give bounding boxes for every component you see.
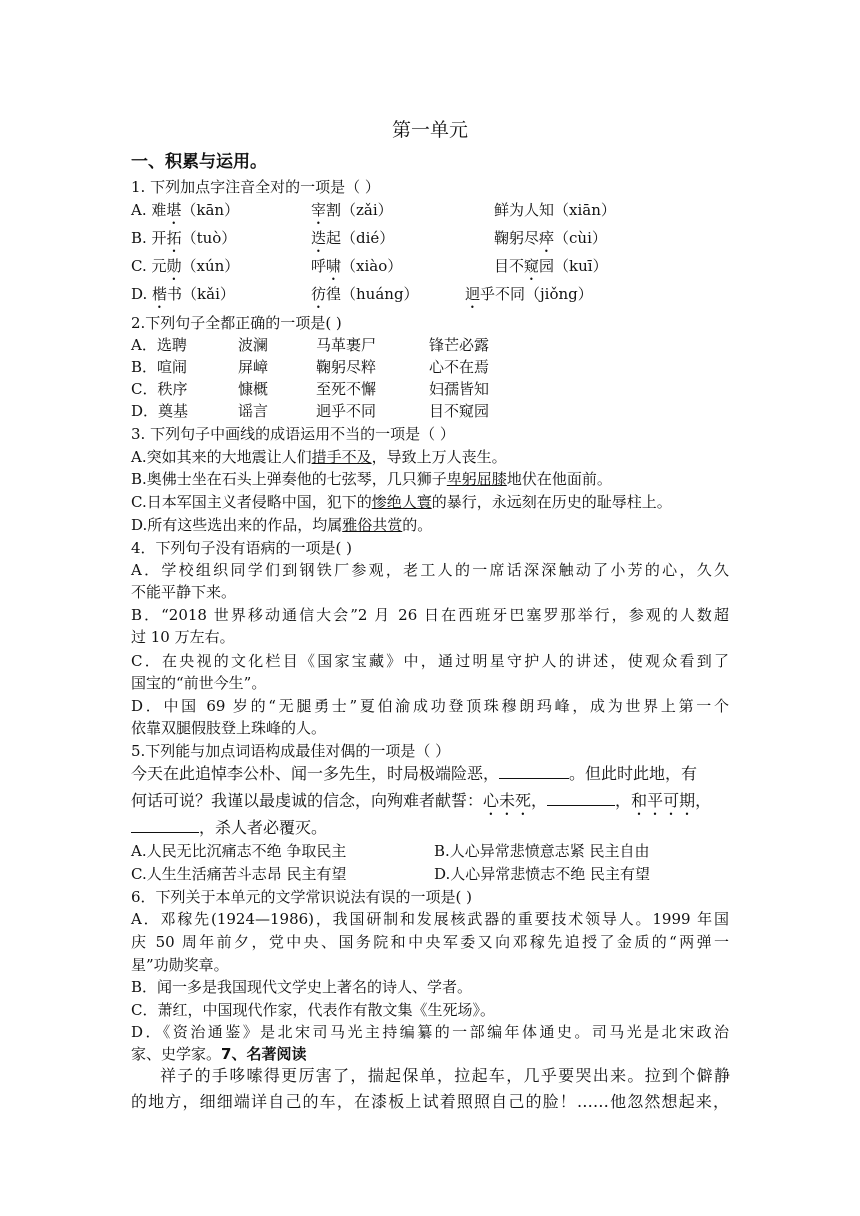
q2-c-1: C．秩序 (131, 380, 188, 398)
q2-c-4: 妇孺皆知 (429, 380, 490, 398)
q4-option-b-line2: 过 10 万左右。 (131, 628, 235, 646)
section-heading: 一、积累与运用。 (131, 152, 267, 172)
q6-option-d-line2: 家、史学家。7、名著阅读 (131, 1045, 307, 1063)
q7-passage-line2: 的地方，细细端详自己的车，在漆板上试着照照自己的脸！……他忽然想起来， (131, 1092, 729, 1111)
q1-c-2: 呼啸（xiào） (311, 257, 403, 275)
q5-passage-line1: 今天在此追悼李公朴、闻一多先生，时局极端险恶， 。但此时此地，有 (131, 764, 698, 783)
q1-d-1: D. 楷书（kǎi） (131, 285, 235, 303)
fill-blank-2 (547, 791, 615, 806)
q6-option-a-line2: 庆 50 周年前夕，党中央、国务院和中央军委又向邓稼先追授了金质的“两弹一 (131, 933, 729, 951)
q2-d-3: 迥乎不同 (316, 402, 377, 420)
q2-b-4: 心不在焉 (429, 358, 490, 376)
fill-blank-3 (131, 818, 199, 833)
q6-option-d-line1: D．《资治通鉴》是北宋司马光主持编纂的一部编年体通史。司马光是北宋政治 (131, 1023, 729, 1041)
q4-option-d-line2: 依靠双腿假肢登上珠峰的人。 (131, 719, 327, 737)
q4-option-d-line1: D．中国 69 岁的“无腿勇士”夏伯渝成功登顶珠穆朗玛峰，成为世界上第一个 (131, 697, 729, 715)
q2-b-3: 鞠躬尽粹 (316, 358, 377, 376)
q2-b-2: 屏嶂 (238, 358, 269, 376)
q3-option-a: A.突如其来的大地震让人们措手不及，导致上万人丧生。 (131, 448, 507, 466)
q5-stem: 5.下列能与加点词语构成最佳对偶的一项是（ ） (131, 742, 451, 760)
q2-d-4: 目不窥园 (429, 402, 490, 420)
q5-option-c: C.人生生活痛苦斗志昂 民主有望 (131, 865, 347, 883)
q7-heading: 7、名著阅读 (221, 1045, 307, 1063)
q5-passage-line2: 何话可说？我谨以最虔诚的信念，向殉难者献誓：心未死， ，和平可期， (131, 791, 712, 810)
q1-c-3: 目不窥园（kuī） (494, 257, 608, 275)
q5-option-b: B.人心异常悲愤意志紧 民主自由 (434, 842, 650, 860)
q1-b-1: B. 开拓（tuò） (131, 229, 237, 247)
q1-d-3: 迥乎不同（jiǒng） (465, 285, 593, 303)
q1-b-3: 鞠躬尽瘁（cùi） (494, 229, 607, 247)
q1-c-1: C. 元勋（xún） (131, 257, 240, 275)
q6-option-a-line3: 星”功勋奖章。 (131, 956, 229, 974)
q4-option-a-line2: 不能平静下来。 (131, 583, 237, 601)
q2-b-1: B．喧闹 (131, 358, 188, 376)
q1-b-2: 迭起（dié） (311, 229, 395, 247)
q6-option-a-line1: A．邓稼先(1924—1986)，我国研制和发展核武器的重要技术领导人。1999 年国 (131, 910, 729, 928)
q4-option-b-line1: B．“2018 世界移动通信大会”2 月 26 日在西班牙巴塞罗那举行，参观的人数超 (131, 606, 729, 624)
q2-d-1: D．奠基 (131, 402, 189, 420)
q5-option-d: D.人心异常悲愤志不绝 民主有望 (434, 865, 651, 883)
fill-blank-1 (499, 764, 569, 779)
q2-c-2: 慷概 (238, 380, 269, 398)
q1-a-1: A. 难堪（kān） (131, 201, 240, 219)
q5-option-a: A.人民无比沉痛志不绝 争取民主 (131, 842, 347, 860)
q1-stem: 1. 下列加点字注音全对的一项是（ ） (131, 178, 380, 196)
q2-stem: 2.下列句子全都正确的一项是( ) (131, 314, 342, 332)
q3-option-b: B.奥佛士坐在石头上弹奏他的七弦琴，几只狮子卑躬屈膝地伏在他面前。 (131, 470, 612, 488)
q6-stem: 6．下列关于本单元的文学常识说法有误的一项是( ) (131, 888, 473, 906)
q1-d-2: 彷徨（huáng） (311, 285, 419, 303)
q3-option-d: D.所有这些选出来的作品，均属雅俗共赏的。 (131, 516, 433, 534)
q2-a-3: 马革裹尸 (316, 336, 377, 354)
q1-a-2: 宰割（zǎi） (311, 201, 393, 219)
q6-option-b: B．闻一多是我国现代文学史上著名的诗人、学者。 (131, 978, 473, 996)
q5-passage-line3: ，杀人者必覆灭。 (131, 818, 327, 838)
q4-option-a-line1: A．学校组织同学们到钢铁厂参观，老工人的一席话深深触动了小芳的心，久久 (131, 561, 729, 579)
q3-option-c: C.日本军国主义者侵略中国，犯下的惨绝人寰的暴行，永远刻在历史的耻辱柱上。 (131, 493, 672, 511)
q2-a-2: 波澜 (238, 336, 269, 354)
q2-a-1: A．选聘 (131, 336, 187, 354)
q1-a-3: 鲜为人知（xiān） (494, 201, 616, 219)
q4-option-c-line2: 国宝的“前世今生”。 (131, 674, 267, 692)
q2-c-3: 至死不懈 (316, 380, 377, 398)
q4-option-c-line1: C．在央视的文化栏目《国家宝藏》中，通过明星守护人的讲述，使观众看到了 (131, 652, 729, 670)
q2-d-2: 谣言 (238, 402, 269, 420)
q4-stem: 4．下列句子没有语病的一项是( ) (131, 539, 353, 557)
page-title: 第一单元 (391, 119, 468, 141)
q6-option-c: C．萧红，中国现代作家，代表作有散文集《生死场》。 (131, 1001, 495, 1019)
q2-a-4: 锋芒必露 (429, 336, 490, 354)
q7-passage-line1: 祥子的手哆嗦得更厉害了，揣起保单，拉起车，几乎要哭出来。拉到个僻静 (160, 1066, 730, 1085)
q3-stem: 3. 下列句子中画线的成语运用不当的一项是（ ） (131, 425, 455, 443)
